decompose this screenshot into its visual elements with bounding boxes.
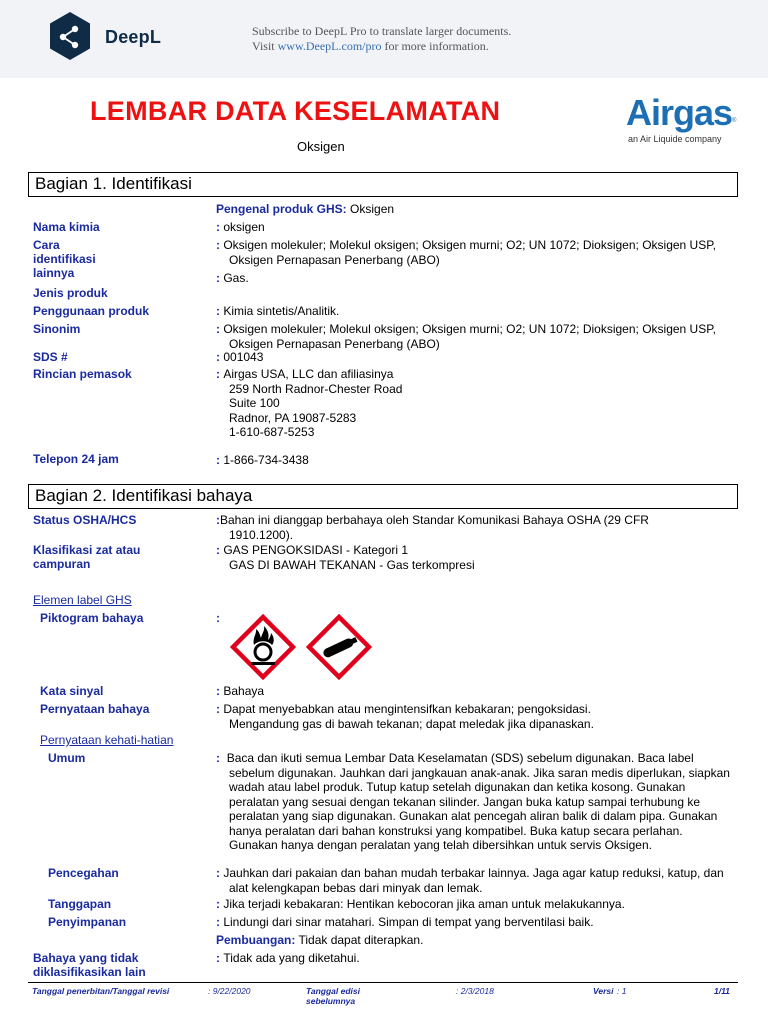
chemical-name-value: : oksigen	[216, 220, 265, 234]
supplier-line: Suite 100	[229, 396, 280, 410]
prevention-value: : Jauhkan dari pakaian dan bahan mudah terbakar lainnya. Jaga agar katup reduksi, katup, dan alat kelengkapan bebas dari minyak dan lemak.	[216, 866, 724, 895]
version-label: Versi	[593, 986, 614, 996]
sds-number-text: 001043	[223, 350, 264, 364]
product-type-label: Jenis produk	[33, 286, 108, 300]
product-identifier-row	[216, 202, 734, 217]
supplier-details-value: : Airgas USA, LLC dan afiliasinya 259 North Radnor-Chester Road Suite 100 Radnor, PA 19087-5283 1-610-687-5253	[216, 367, 734, 440]
response-text: Jika terjadi kebakaran: Hentikan kebocoran jika aman untuk melakukannya.	[223, 897, 625, 911]
gas-cylinder-icon	[306, 614, 372, 680]
issue-date-value: : 9/22/2020	[208, 986, 251, 996]
disposal-label: Pembuangan:	[216, 933, 296, 947]
product-use-text: Kimia sintetis/Analitik.	[223, 304, 340, 318]
classification-line: GAS DI BAWAH TEKANAN - Gas terkompresi	[229, 557, 475, 572]
document-title: LEMBAR DATA KESELAMATAN	[90, 96, 501, 126]
product-identifier-value: Oksigen	[350, 202, 395, 216]
hazard-line: Mengandung gas di bawah tekanan; dapat meledak jika dipanaskan.	[229, 716, 594, 731]
previous-date-value: : 2/3/2018	[456, 986, 494, 996]
deepl-banner	[0, 0, 768, 78]
response-value: : Jika terjadi kebakaran: Hentikan kebocoran jika aman untuk melakukannya.	[216, 897, 625, 911]
promo-suffix: for more information.	[381, 39, 489, 53]
supplier-details-label: Rincian pemasok	[33, 367, 132, 381]
section-2-heading: Bagian 2. Identifikasi bahaya	[28, 484, 738, 509]
signal-word-text: Bahaya	[223, 684, 265, 698]
product-type-value: : Gas.	[216, 271, 249, 285]
hazard-line: Dapat menyebabkan atau mengintensifkan kebakaran; pengoksidasi.	[223, 702, 591, 716]
response-label: Tanggapan	[48, 897, 112, 911]
other-identification-value: : Oksigen molekuler; Molekul oksigen; Oksigen murni; O2; UN 1072; Dioksigen; Oksigen USP, Oksigen Pernapasan Penerbang (ABO)	[216, 238, 717, 267]
osha-status-label: Status OSHA/HCS	[33, 513, 137, 527]
supplier-line: Airgas USA, LLC dan afiliasinya	[223, 367, 394, 381]
product-type-text: Gas.	[223, 271, 249, 285]
airgas-logo: Airgas	[626, 92, 733, 133]
emergency-phone-text: 1-866-734-3438	[223, 453, 309, 467]
document-subtitle: Oksigen	[297, 139, 345, 154]
section-1-heading: Bagian 1. Identifikasi	[28, 172, 738, 197]
general-label: Umum	[48, 751, 86, 765]
flame-over-circle-icon	[230, 614, 296, 680]
deepl-logo-icon	[48, 11, 92, 61]
chemical-name-label: Nama kimia	[33, 220, 100, 234]
prevention-text: Jauhkan dari pakaian dan bahan mudah terbakar lainnya. Jaga agar katup reduksi, katup, dan alat kelengkapan bebas dari minyak dan lemak.	[223, 866, 724, 895]
issue-date-label: Tanggal penerbitan/Tanggal revisi	[32, 986, 170, 996]
airgas-tagline: an Air Liquide company	[628, 134, 722, 144]
general-text: Baca dan ikuti semua Lembar Data Keselamatan (SDS) sebelum digunakan. Baca label sebelum digunakan. Jauhkan dari jangkauan anak-anak. Jika saran medis diperlukan, siapkan wadah atau label produk. Tutup katup setelah digunakan dan ketika kosong. Gunakan peralatan yang sesuai dengan tekanan silinder. Jangan buka katup sampai terhubung ke peralatan yang siap digunakan. Gunakan alat pencegah aliran balik di dalam pipa. Gunakan hanya peralatan dari bahan konstruksi yang kompatibel. Buka katup secara perlahan. Gunakan hanya dengan peralatan yang telah dibersihkan untuk servis Oksigen.	[226, 751, 730, 852]
prevention-label: Pencegahan	[48, 866, 119, 880]
disposal-row	[216, 933, 734, 948]
osha-status-text: Bahan ini dianggap berbahaya oleh Standar Komunikasi Bahaya OSHA (29 CFR 1910.1200).	[220, 513, 649, 542]
classification-line: GAS PENGOKSIDASI - Kategori 1	[223, 543, 409, 557]
sds-number-value: : 001043	[216, 350, 264, 364]
promo-line-1: Subscribe to DeepL Pro to translate larger documents.	[252, 24, 512, 38]
pictogram-colon: :	[216, 611, 220, 625]
storage-value: : Lindungi dari sinar matahari. Simpan di tempat yang berventilasi baik.	[216, 915, 594, 929]
classification-value: : GAS PENGOKSIDASI - Kategori 1 GAS DI BAWAH TEKANAN - Gas terkompresi	[216, 543, 734, 572]
synonym-label: Sinonim	[33, 322, 81, 336]
other-identification-label: Cara identifikasi lainnya	[33, 238, 96, 280]
product-use-value: : Kimia sintetis/Analitik.	[216, 304, 340, 318]
storage-label: Penyimpanan	[48, 915, 127, 929]
chemical-name-text: oksigen	[223, 220, 265, 234]
promo-prefix: Visit	[252, 39, 278, 53]
product-identifier-label: Pengenal produk GHS:	[216, 202, 347, 216]
registered-mark-icon: ®	[732, 118, 737, 124]
synonym-text: Oksigen molekuler; Molekul oksigen; Oksigen murni; O2; UN 1072; Dioksigen; Oksigen USP, Oksigen Pernapasan Penerbang (ABO)	[223, 322, 717, 351]
hazard-statement-value: : Dapat menyebabkan atau mengintensifkan kebakaran; pengoksidasi. Mengandung gas di bawah tekanan; dapat meledak jika dipanaskan.	[216, 702, 734, 731]
deepl-promo-text	[252, 24, 511, 54]
supplier-line: 259 North Radnor-Chester Road	[229, 381, 403, 396]
synonym-value: : Oksigen molekuler; Molekul oksigen; Oksigen murni; O2; UN 1072; Dioksigen; Oksigen USP, Oksigen Pernapasan Penerbang (ABO)	[216, 322, 717, 351]
ghs-label-elements-heading: Elemen label GHS	[33, 593, 132, 607]
other-identification-text: Oksigen molekuler; Molekul oksigen; Oksigen murni; O2; UN 1072; Dioksigen; Oksigen USP, Oksigen Pernapasan Penerbang (ABO)	[223, 238, 717, 267]
hazard-statement-label: Pernyataan bahaya	[40, 702, 150, 716]
supplier-line: Radnor, PA 19087-5283	[229, 410, 357, 425]
other-hazards-value: : Tidak ada yang diketahui.	[216, 951, 360, 965]
signal-word-label: Kata sinyal	[40, 684, 104, 698]
previous-date-label: Tanggal edisi sebelumnya	[306, 986, 361, 1006]
supplier-line: 1-610-687-5253	[229, 425, 315, 439]
general-value: : Baca dan ikuti semua Lembar Data Keselamatan (SDS) sebelum digunakan. Baca label sebelum digunakan. Jauhkan dari jangkauan anak-anak. Jika saran medis diperlukan, siapkan wadah atau label produk. Tutup katup setelah digunakan dan ketika kosong. Gunakan peralatan yang sesuai dengan tekanan silinder. Jangan buka katup sampai terhubung ke peralatan yang siap digunakan. Gunakan alat pencegah aliran balik di dalam pipa. Gunakan hanya peralatan dari bahan konstruksi yang kompatibel. Buka katup secara perlahan. Gunakan hanya dengan peralatan yang telah dibersihkan untuk servis Oksigen.	[216, 751, 730, 852]
page-number: 1/11	[714, 986, 730, 996]
storage-text: Lindungi dari sinar matahari. Simpan di tempat yang berventilasi baik.	[223, 915, 594, 929]
osha-status-value: :Bahan ini dianggap berbahaya oleh Standar Komunikasi Bahaya OSHA (29 CFR 1910.1200).	[216, 513, 649, 542]
promo-line-2	[252, 39, 511, 54]
disposal-value: Tidak dapat diterapkan.	[298, 933, 424, 947]
product-use-label: Penggunaan produk	[33, 304, 150, 318]
pictogram-label: Piktogram bahaya	[40, 611, 144, 625]
version-value: : 1	[617, 986, 627, 996]
other-hazards-text: Tidak ada yang diketahui.	[223, 951, 360, 965]
sds-number-label: SDS #	[33, 350, 68, 364]
emergency-phone-label: Telepon 24 jam	[33, 452, 119, 466]
emergency-phone-value: : 1-866-734-3438	[216, 453, 309, 467]
deepl-pro-link[interactable]: www.DeepL.com/pro	[277, 39, 382, 53]
signal-word-value: : Bahaya	[216, 684, 265, 698]
classification-label: Klasifikasi zat atau campuran	[33, 543, 141, 571]
deepl-brand-text: DeepL	[105, 27, 162, 47]
page-footer	[28, 982, 738, 1006]
precautionary-statements-heading: Pernyataan kehati-hatian	[40, 733, 174, 747]
other-hazards-label: Bahaya yang tidak diklasifikasikan lain	[33, 951, 146, 979]
